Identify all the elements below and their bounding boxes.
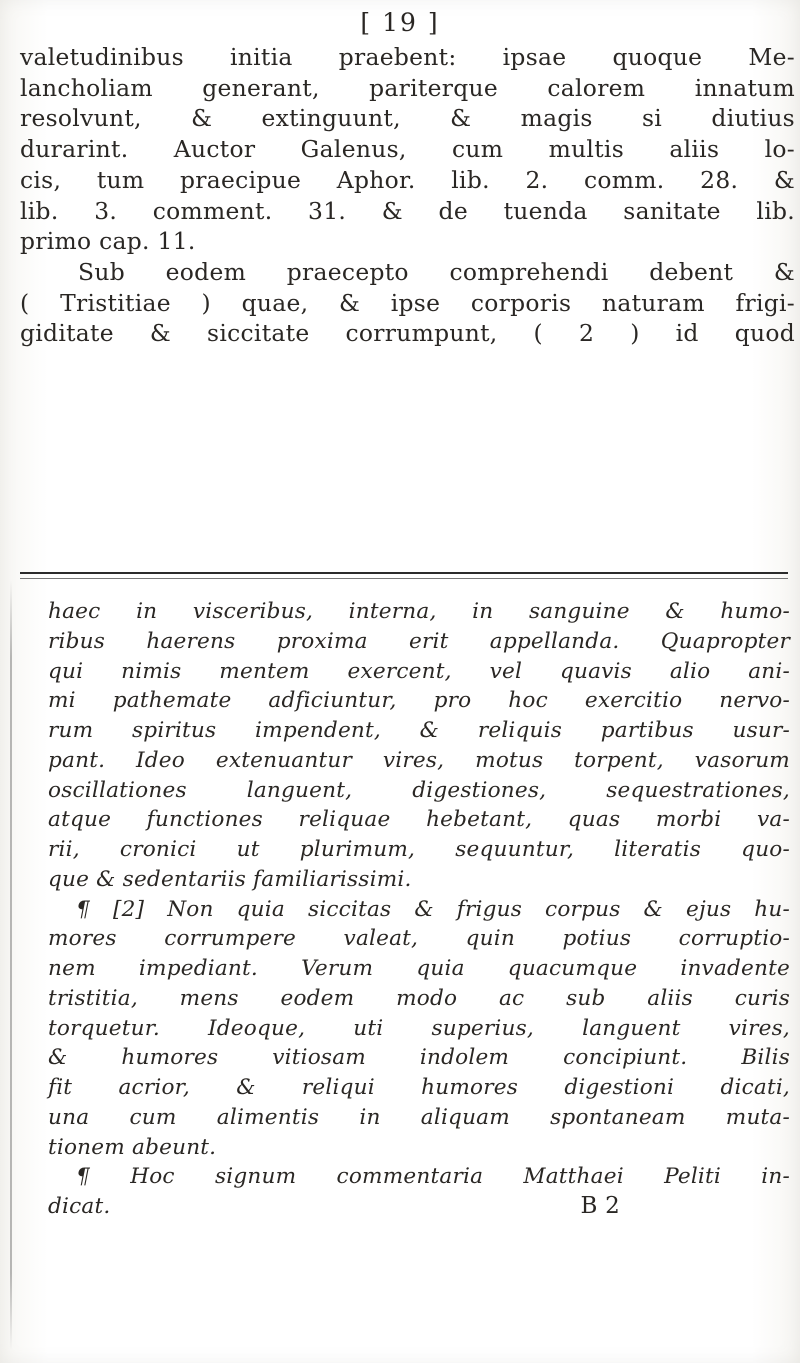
footnote-line: ribus haerens proxima erit appellanda. Quapropter	[48, 628, 790, 654]
main-text-line: primo cap. 11.	[20, 227, 196, 256]
footnote-line: torquetur. Ideoque, uti superius, languent vires,	[48, 1015, 790, 1041]
footnote-line: pant. Ideo extenuantur vires, motus torpent, vasorum	[48, 747, 790, 773]
footnote-divider-rule	[20, 572, 788, 579]
footnote-line: & humores vitiosam indolem concipiunt. Bilis	[48, 1045, 790, 1071]
footnote-line: rum spiritus impendent, & reliquis partibus usur-	[48, 718, 790, 743]
footnote-line: nem impediant. Verum quia quacumque invadente	[48, 956, 790, 981]
footnote-line: que & sedentariis familiarissimi.	[48, 866, 412, 892]
footnote-last-line	[48, 1192, 790, 1222]
main-text-line: Sub eodem praecepto comprehendi debent &	[78, 257, 795, 286]
page-gutter-shadow	[10, 580, 12, 1350]
footnote-line: tristitia, mens eodem modo ac sub aliis curis	[48, 985, 790, 1011]
main-text-line: giditate & siccitate corrumpunt, ( 2 ) id quod	[20, 319, 795, 348]
main-text-line: ( Tristitiae ) quae, & ipse corporis naturam frigi-	[20, 288, 795, 317]
footnote-block	[48, 597, 790, 1222]
footnote-line: qui nimis mentem exercent, vel quavis alio ani-	[48, 658, 790, 684]
main-text-line: valetudinibus initia praebent: ipsae quoque Me-	[20, 43, 795, 71]
footnote-line: fit acrior, & reliqui humores digestioni dicati,	[48, 1075, 790, 1100]
page-number: [ 19 ]	[360, 8, 440, 37]
footnote-line: una cum alimentis in aliquam spontaneam muta-	[48, 1104, 790, 1130]
footnote-line: mores corrumpere valeat, quin potius corruptio-	[48, 926, 790, 952]
footnote-line: ¶ [2] Non quia siccitas & frigus corpus & ejus hu-	[76, 896, 790, 922]
main-text-line: lancholiam generant, pariterque calorem innatum	[20, 73, 795, 102]
main-text-line: resolvunt, & extinguunt, & magis si diutius	[20, 104, 795, 133]
main-text-line: cis, tum praecipue Aphor. lib. 2. comm. 28. &	[20, 165, 795, 194]
footnote-line: atque functiones reliquae hebetant, quas morbi va-	[48, 807, 790, 833]
footnote-line: ¶ Hoc signum commentaria Matthaei Peliti in-	[76, 1164, 790, 1190]
main-text-line: lib. 3. comment. 31. & de tuenda sanitate lib.	[20, 196, 795, 225]
footnote-line: dicat.	[48, 1194, 111, 1219]
signature-mark: B 2	[580, 1193, 620, 1219]
main-text-block	[20, 42, 795, 349]
main-text-line: durarint. Auctor Galenus, cum multis aliis lo-	[20, 135, 795, 164]
footnote-line: mi pathemate adficiuntur, pro hoc exercitio nervo-	[48, 688, 790, 714]
footnote-line: tionem abeunt.	[48, 1134, 217, 1160]
footnote-line: rii, cronici ut plurimum, sequuntur, literatis quo-	[48, 837, 790, 862]
footnote-line: haec in visceribus, interna, in sanguine & humo-	[48, 599, 790, 624]
footnote-line: oscillationes languent, digestiones, sequestrationes,	[48, 777, 790, 803]
